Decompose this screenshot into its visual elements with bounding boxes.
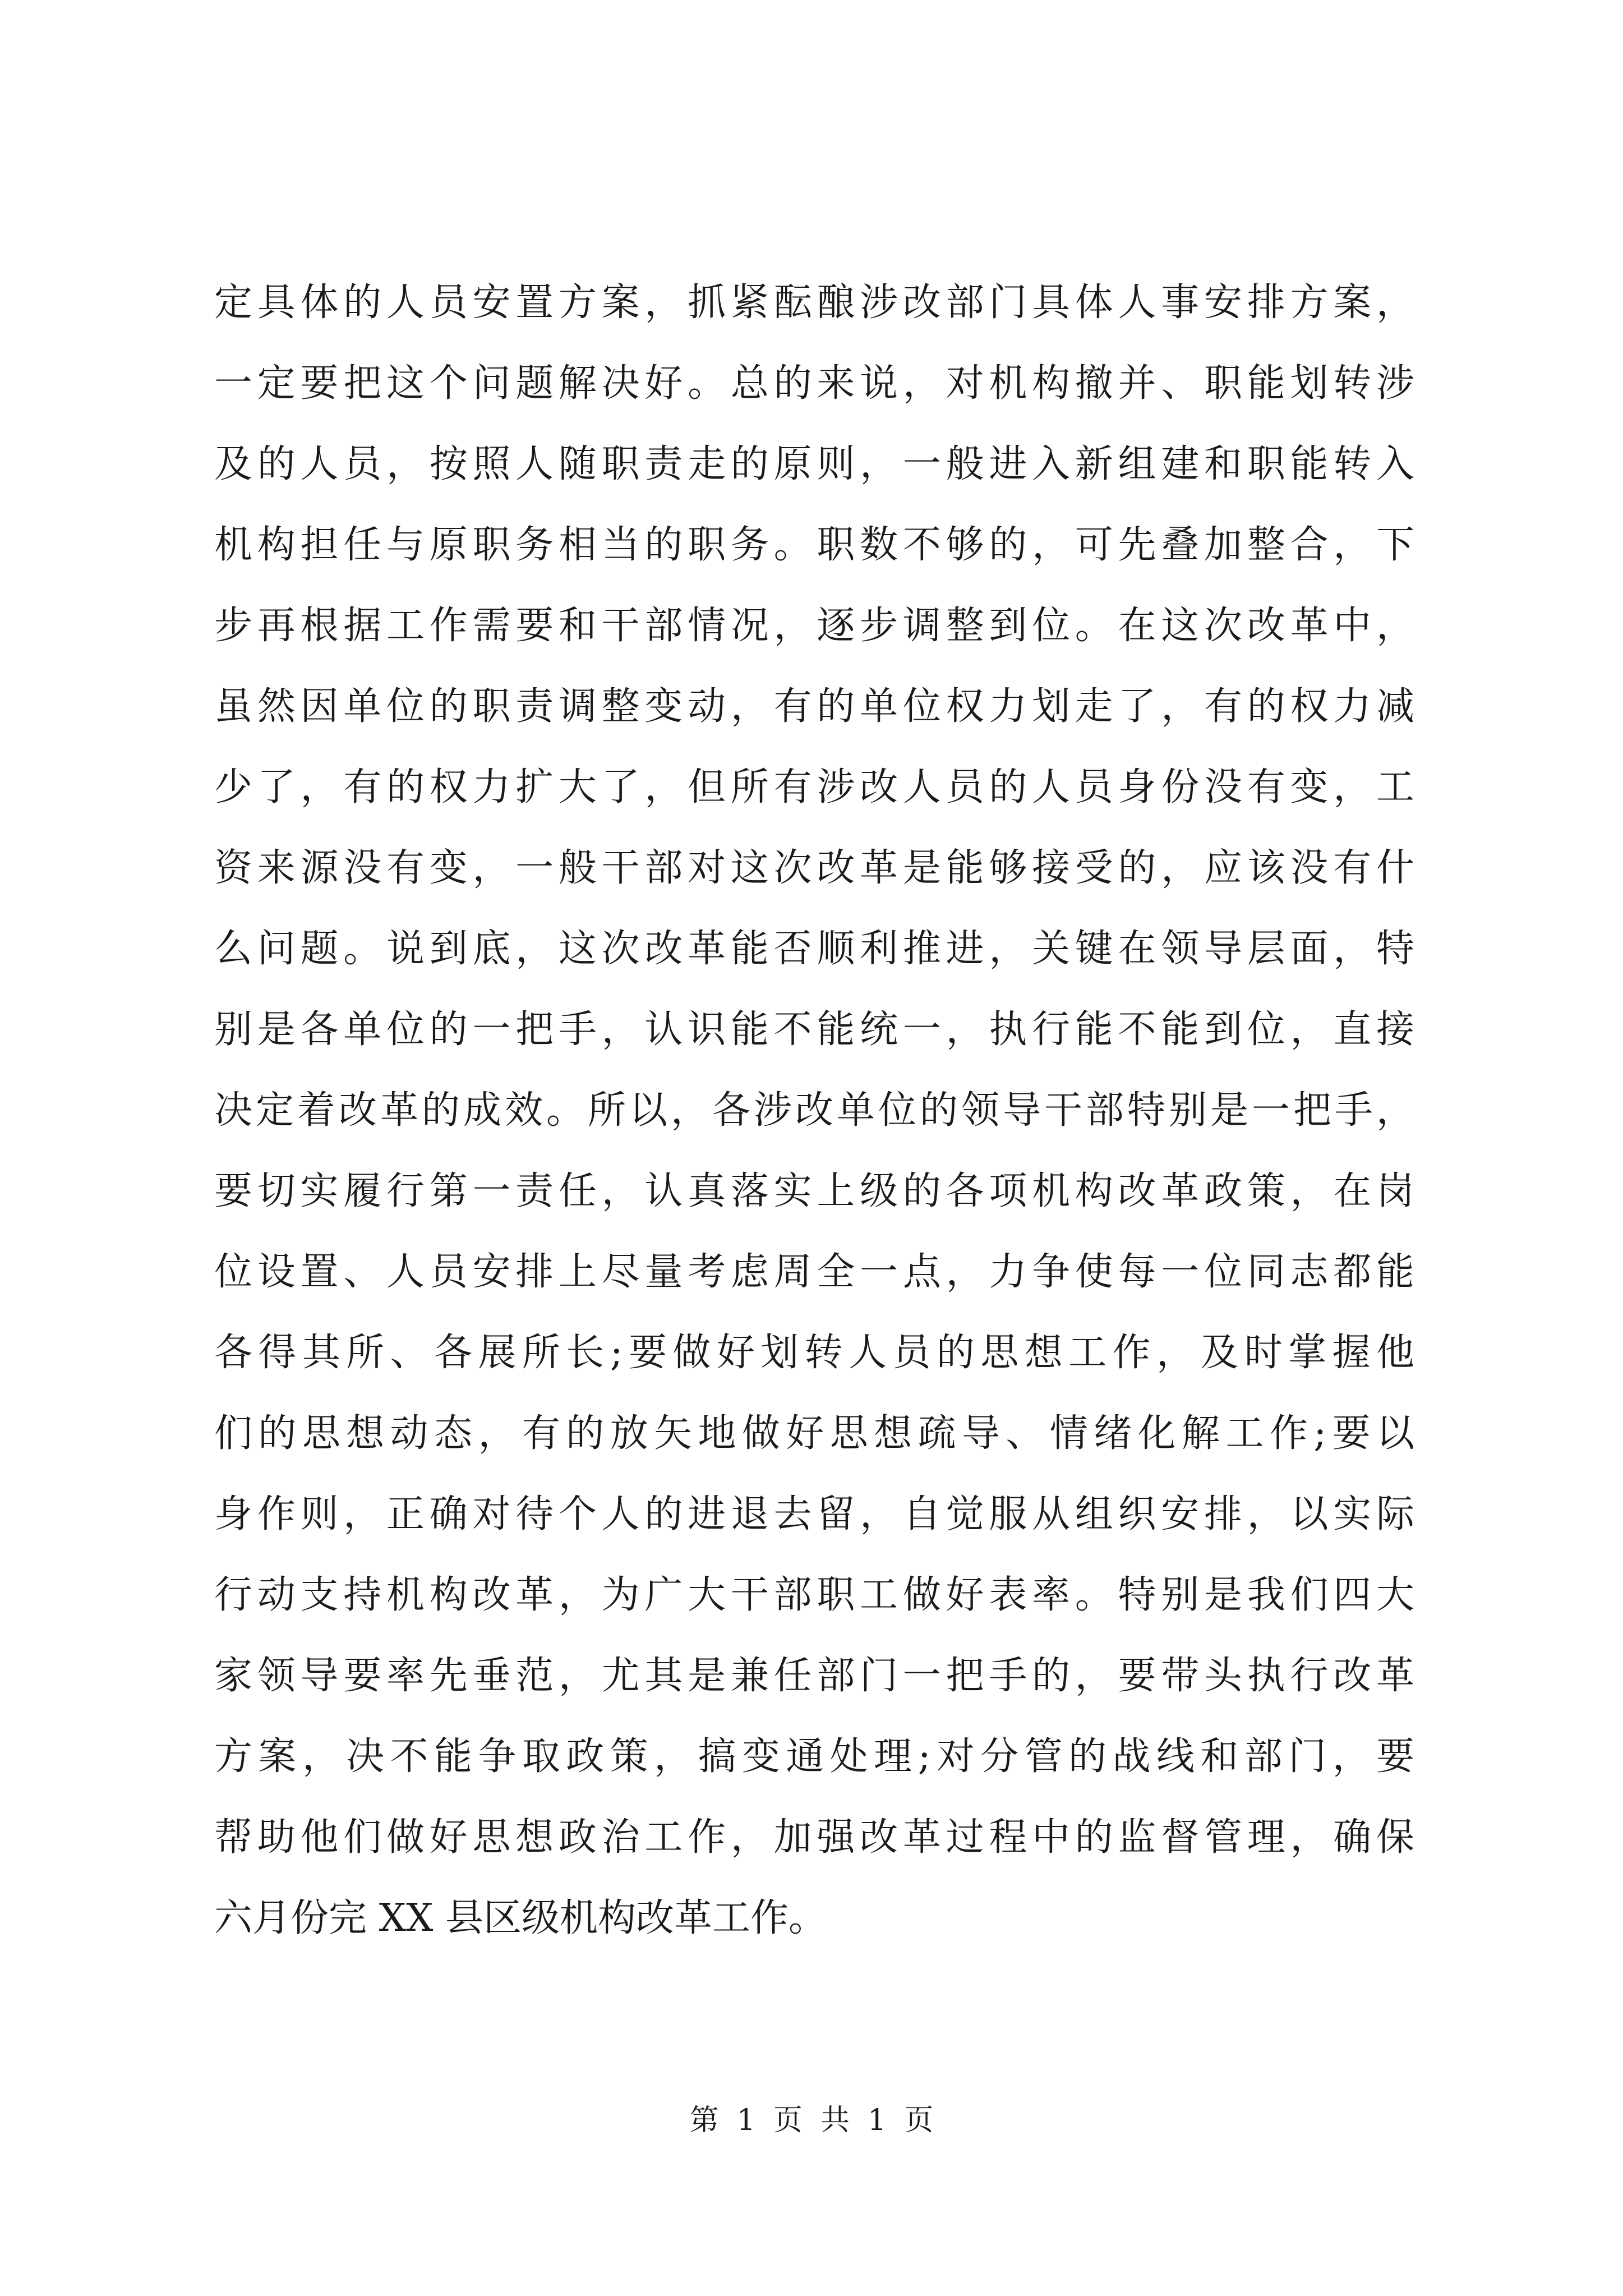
body-line: 别是各单位的一把手，认识能不能统一，执行能不能到位，直接 (214, 1007, 1414, 1052)
body-line: 少了，有的权力扩大了，但所有涉改人员的人员身份没有变，工 (214, 765, 1414, 809)
body-line: 机构担任与原职务相当的职务。职数不够的，可先叠加整合，下 (214, 523, 1414, 567)
body-line: 要切实履行第一责任，认真落实上级的各项机构改革政策，在岗 (214, 1169, 1414, 1213)
body-line: 位设置、人员安排上尽量考虑周全一点，力争使每一位同志都能 (214, 1250, 1414, 1294)
body-line: 资来源没有变，一般干部对这次改革是能够接受的，应该没有什 (214, 846, 1414, 890)
body-line: 步再根据工作需要和干部情况，逐步调整到位。在这次改革中， (214, 604, 1414, 648)
body-line: 身作则，正确对待个人的进退去留，自觉服从组织安排，以实际 (214, 1492, 1414, 1536)
body-line: 家领导要率先垂范，尤其是兼任部门一把手的，要带头执行改革 (214, 1654, 1414, 1698)
body-line: 虽然因单位的职责调整变动，有的单位权力划走了，有的权力减 (214, 684, 1414, 729)
page-number-footer: 第 1 页 共 1 页 (689, 2104, 934, 2137)
body-line: 定具体的人员安置方案，抓紧酝酿涉改部门具体人事安排方案， (214, 280, 1414, 325)
body-line: 一定要把这个问题解决好。总的来说，对机构撤并、职能划转涉 (214, 361, 1414, 406)
body-line: 方案，决不能争取政策，搞变通处理;对分管的战线和部门，要 (214, 1734, 1414, 1779)
body-line: 行动支持机构改革，为广大干部职工做好表率。特别是我们四大 (214, 1573, 1414, 1617)
body-line: 各得其所、各展所长;要做好划转人员的思想工作，及时掌握他 (214, 1331, 1414, 1375)
body-line: 决定着改革的成效。所以，各涉改单位的领导干部特别是一把手， (214, 1088, 1414, 1133)
body-line: 么问题。说到底，这次改革能否顺利推进，关键在领导层面，特 (214, 927, 1414, 971)
body-line: 帮助他们做好思想政治工作，加强改革过程中的监督管理，确保 (214, 1815, 1414, 1860)
body-line: 及的人员，按照人随职责走的原则，一般进入新组建和职能转入 (214, 442, 1414, 486)
body-line: 六月份完 XX 县区级机构改革工作。 (214, 1896, 827, 1940)
document-body (214, 263, 1414, 1959)
body-line: 们的思想动态，有的放矢地做好思想疏导、情绪化解工作;要以 (214, 1411, 1414, 1456)
